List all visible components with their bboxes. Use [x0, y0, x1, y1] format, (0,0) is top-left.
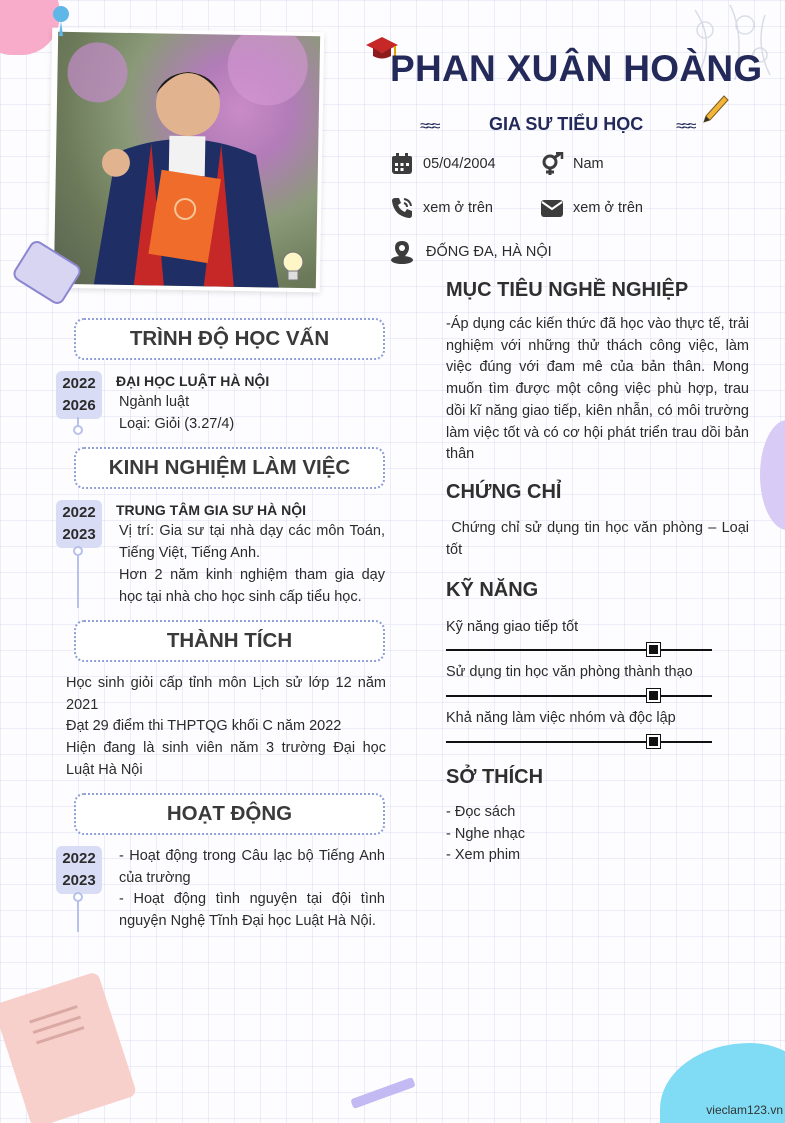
pin-icon	[48, 4, 74, 38]
education-years	[56, 371, 102, 419]
objective-heading: MỤC TIÊU NGHỀ NGHIỆP	[446, 279, 689, 301]
wave-decoration-right: ≈≈≈	[676, 118, 694, 135]
hobbies-heading: SỞ THÍCH	[446, 766, 544, 788]
experience-position: Vị trí: Gia sư tại nhà dạy các môn Toán, Tiếng Việt, Tiếng Anh.	[119, 523, 385, 561]
watermark: vieclam123.vn	[706, 1103, 783, 1117]
achievement-item: Đạt 29 điểm thi THPTQG khối C năm 2022	[66, 718, 342, 734]
skill-level-knob	[647, 735, 660, 748]
hobby-item: - Nghe nhạc	[446, 826, 525, 842]
experience-heading: KINH NGHIỆM LÀM VIỆC	[74, 447, 385, 489]
job-title: GIA SƯ TIỂU HỌC	[489, 114, 644, 134]
phone-row	[390, 196, 493, 220]
experience-year-end: 2023	[62, 526, 96, 543]
skill-label: Sử dụng tin học văn phòng thành thạo	[446, 664, 693, 680]
activities-year-start: 2022	[62, 850, 96, 867]
achievements-heading: THÀNH TÍCH	[74, 620, 385, 662]
timeline-dot	[73, 892, 83, 902]
education-school: ĐẠI HỌC LUẬT HÀ NỘI	[116, 373, 270, 389]
timeline-dot	[73, 425, 83, 435]
skill-bar	[446, 741, 712, 743]
timeline-dot	[73, 546, 83, 556]
wave-decoration-left: ≈≈≈	[420, 118, 438, 135]
gender-value: Nam	[573, 156, 604, 172]
activity-item: - Hoạt động trong Câu lạc bộ Tiếng Anh của trường	[119, 848, 385, 886]
objective-text: -Áp dụng các kiến thức đã học vào thực tế, trải nghiệm với những thử thách công việc, làm việc đúng với đam mê của bản thân. Mong muốn tìm được một công việc phù hợp, trau dồi kĩ năng giao tiếp, kiên nhẫn, có môi trường làm việc tốt và có cơ hội phát triển trau dồi bản thân	[446, 316, 749, 463]
skill-bar	[446, 695, 712, 697]
birthdate-value: 05/04/2004	[423, 156, 496, 172]
email-value: xem ở trên	[573, 200, 643, 216]
address-row	[390, 240, 552, 264]
gender-row	[540, 152, 604, 176]
activities-heading: HOẠT ĐỘNG	[74, 793, 385, 835]
phone-icon	[390, 196, 414, 220]
lavender-blob-decoration	[760, 420, 785, 530]
activities-years	[56, 846, 102, 894]
skills-heading: KỸ NĂNG	[446, 579, 539, 601]
experience-year-start: 2022	[62, 504, 96, 521]
skill-level-knob	[647, 643, 660, 656]
pencil-icon	[700, 94, 730, 128]
hobby-item: - Xem phim	[446, 847, 521, 863]
certificates-heading: CHỨNG CHỈ	[446, 481, 562, 503]
skill-bar	[446, 649, 712, 651]
address-value: ĐỐNG ĐA, HÀ NỘI	[426, 244, 552, 260]
experience-org: TRUNG TÂM GIA SƯ HÀ NỘI	[116, 502, 306, 518]
education-heading: TRÌNH ĐỘ HỌC VẤN	[74, 318, 385, 360]
candidate-name: PHAN XUÂN HOÀNG	[390, 48, 763, 89]
experience-detail: Hơn 2 năm kinh nghiệm tham gia dạy học tại nhà cho học sinh cấp tiểu học.	[119, 567, 385, 605]
education-year-end: 2026	[62, 397, 96, 414]
education-grade: Loại: Giỏi (3.27/4)	[119, 416, 235, 432]
skill-level-knob	[647, 689, 660, 702]
email-row	[540, 196, 643, 220]
activity-item: - Hoạt động tình nguyện tại đội tình nguyện Nghệ Tĩnh Đại học Luật Hà Nội.	[119, 891, 385, 929]
hobby-item: - Đọc sách	[446, 804, 516, 820]
lightbulb-decoration	[280, 248, 306, 288]
skill-label: Khả năng làm việc nhóm và độc lập	[446, 710, 676, 726]
activities-year-end: 2023	[62, 872, 96, 889]
location-icon	[390, 240, 414, 264]
experience-years	[56, 500, 102, 548]
education-major: Ngành luật	[119, 394, 190, 410]
calendar-icon	[390, 152, 414, 176]
phone-value: xem ở trên	[423, 200, 493, 216]
notebook-decoration	[0, 971, 137, 1123]
skill-label: Kỹ năng giao tiếp tốt	[446, 619, 579, 635]
achievement-item: Hiện đang là sinh viên năm 3 trường Đại học Luật Hà Nội	[66, 740, 386, 778]
birthdate-row	[390, 152, 496, 176]
achievement-item: Học sinh giỏi cấp tỉnh môn Lịch sử lớp 12 năm 2021	[66, 675, 386, 713]
pencil-decoration	[350, 1077, 415, 1109]
education-year-start: 2022	[62, 375, 96, 392]
envelope-icon	[540, 196, 564, 220]
gender-icon	[540, 152, 564, 176]
certificate-text: Chứng chỉ sử dụng tin học văn phòng – Loại tốt	[446, 520, 754, 558]
